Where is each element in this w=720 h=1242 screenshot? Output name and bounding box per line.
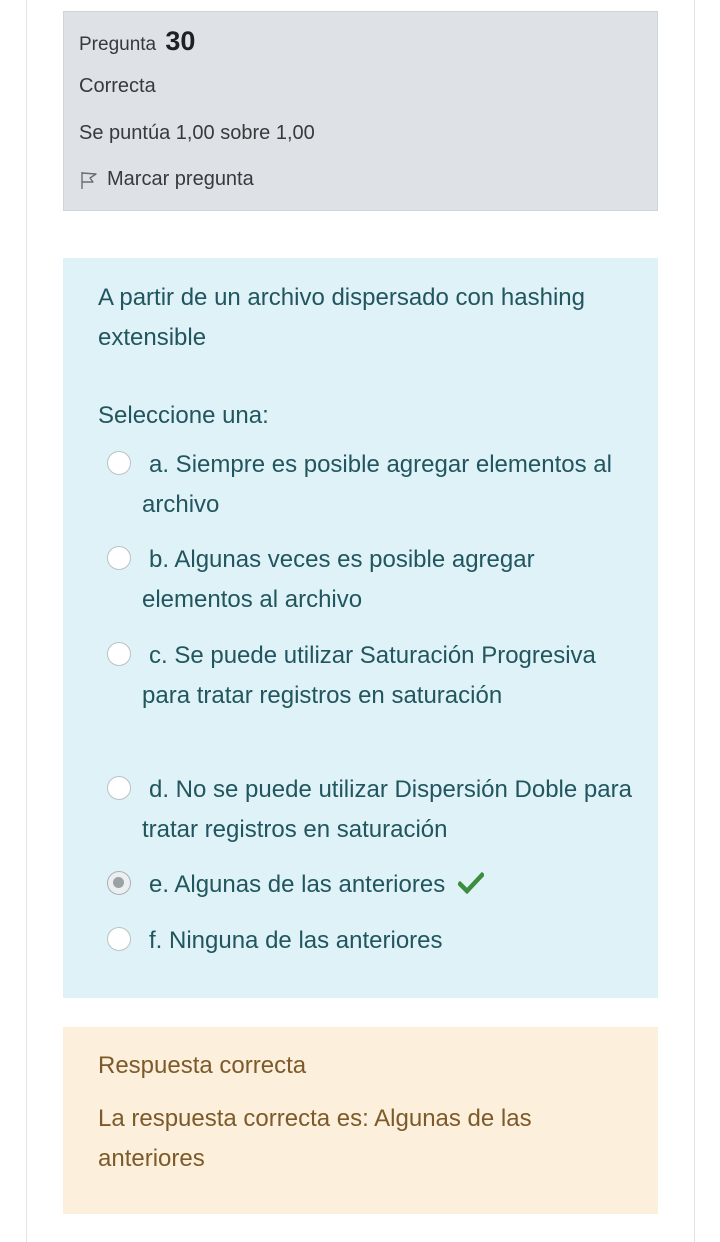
answer-option-label: d. No se puede utilizar Dispersión Doble para tratar registros en saturación — [142, 776, 632, 843]
answer-option-e[interactable] — [107, 865, 637, 905]
correct-answer-text: La respuesta correcta es: Algunas de las anteriores — [98, 1105, 532, 1172]
answer-option-d[interactable] — [107, 770, 637, 850]
answer-option-label: e. Algunas de las anteriores — [149, 871, 446, 898]
answer-option-f[interactable] — [107, 921, 637, 961]
answer-option-label: c. Se puede utilizar Saturación Progresiva para tratar registros en saturación — [142, 642, 596, 709]
flag-question-button[interactable] — [79, 168, 254, 191]
answer-option-b[interactable] — [107, 540, 637, 620]
answer-option-label: b. Algunas veces es posible agregar elementos al archivo — [142, 546, 535, 613]
question-title — [79, 26, 195, 57]
radio-button-selected[interactable] — [107, 871, 131, 895]
answer-option-label: f. Ninguna de las anteriores — [149, 927, 443, 954]
flag-question-label: Marcar pregunta — [107, 168, 254, 190]
radio-button[interactable] — [107, 546, 131, 570]
radio-button[interactable] — [107, 451, 131, 475]
question-label: Pregunta — [79, 34, 157, 55]
question-formulation — [63, 258, 658, 998]
answer-option-c[interactable] — [107, 636, 637, 716]
answer-option-label-wrap — [107, 865, 637, 905]
feedback-verdict: Respuesta correcta — [98, 1052, 307, 1079]
radio-button[interactable] — [107, 642, 131, 666]
question-number: 30 — [165, 26, 196, 56]
question-info-panel — [63, 11, 658, 211]
question-state: Correcta — [79, 75, 156, 97]
answer-option-label: a. Siempre es posible agregar elementos al archivo — [142, 451, 612, 518]
question-grade: Se puntúa 1,00 sobre 1,00 — [79, 122, 315, 144]
answer-prompt: Seleccione una: — [98, 402, 269, 429]
feedback-panel — [63, 1027, 658, 1214]
flag-icon — [79, 170, 99, 190]
question-text: A partir de un archivo dispersado con hashing extensible — [98, 284, 585, 351]
correct-check-icon — [451, 867, 477, 889]
answer-option-a[interactable] — [107, 445, 637, 525]
radio-button[interactable] — [107, 927, 131, 951]
radio-button[interactable] — [107, 776, 131, 800]
